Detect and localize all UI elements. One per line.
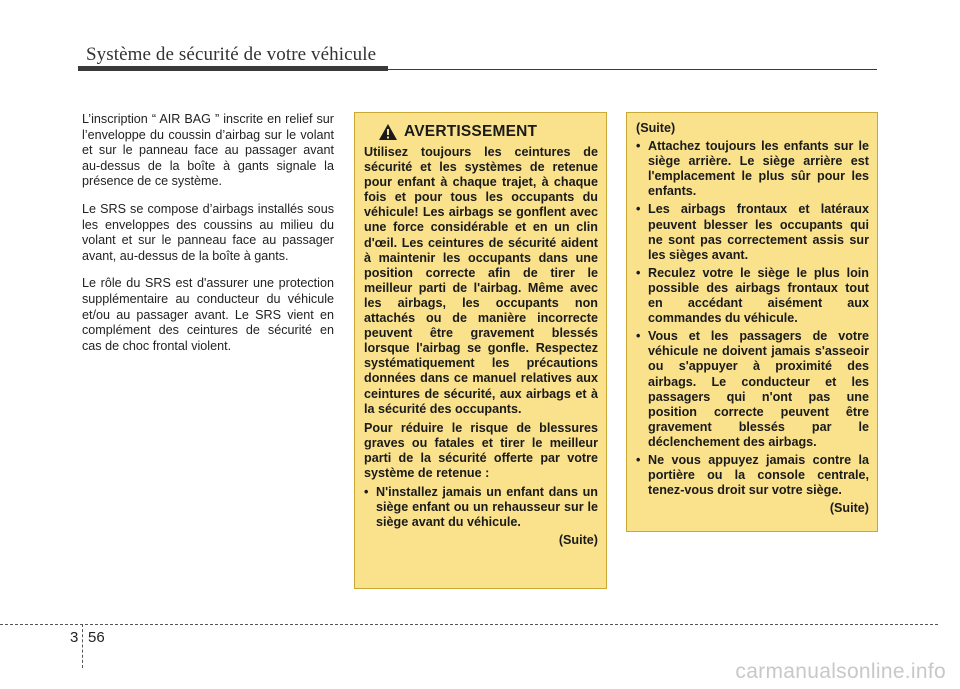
paragraph-air-bag-inscription: L’inscription “ AIR BAG ” inscrite en relief sur l’enveloppe du coussin d’airbag sur le volant et sur le panneau face au passager avant au-dessus de la boîte à gants signale la présence de ce système. — [82, 112, 334, 189]
warning-bullet-list-1 — [364, 485, 598, 530]
bullet-item: • Reculez votre le siège le plus loin possible des airbags frontaux tout en accédant aisément aux commandes du véhicule. — [636, 266, 869, 326]
footer-divider — [82, 624, 83, 668]
left-column-text — [82, 112, 334, 366]
warning-triangle-icon — [378, 123, 398, 141]
page-number: 56 — [88, 629, 105, 646]
bullet-item: • Ne vous appuyez jamais contre la portière ou la console centrale, tenez-vous droit sur votre siège. — [636, 453, 869, 498]
section-number: 3 — [70, 629, 79, 646]
bullet-item: • Attachez toujours les enfants sur le siège arrière. Le siège arrière est l'emplacement le plus sûr pour les enfants. — [636, 139, 869, 199]
bullet-item: • Les airbags frontaux et latéraux peuvent blesser les occupants qui ne sont pas correctement assis sur les sièges avant. — [636, 202, 869, 262]
warning-paragraph-2: Pour réduire le risque de blessures graves ou fatales et tirer le meilleur parti de la sécurité offerte par votre système de retenue : — [364, 420, 598, 480]
continued-label: (Suite) — [829, 501, 869, 516]
warning-bullet-list-2 — [636, 139, 869, 498]
warning-header — [364, 123, 598, 141]
footer-rule — [0, 624, 938, 625]
warning-title: AVERTISSEMENT — [404, 123, 538, 141]
paragraph-srs-composition: Le SRS se compose d’airbags installés sous les enveloppes des coussins au milieu du volant et sur le panneau face au passager avant, au-dessus de la boîte à gants. — [82, 201, 334, 263]
paragraph-srs-role: Le rôle du SRS est d'assurer une protection supplémentaire au conducteur du véhicule et/ou au passager avant. Le SRS vient en complément des ceintures de sécurité en cas de choc frontal violent. — [82, 276, 334, 353]
bullet-item: • N'installez jamais un enfant dans un siège enfant ou un rehausseur sur le siège avant du véhicule. — [364, 485, 598, 530]
bullet-item: • Vous et les passagers de votre véhicule ne doivent jamais s'asseoir ou s'appuyer à proximité des airbags. Le conducteur et les passagers qui n'ont pas une position correcte peuvent être gravement blessés par le déclenchement des airbags. — [636, 329, 869, 450]
header-title: Système de sécurité de votre véhicule — [86, 44, 377, 65]
continued-label: (Suite) — [558, 533, 598, 548]
header-rule-thin — [388, 69, 877, 71]
continued-top-label: (Suite) — [636, 121, 676, 135]
header-rule-thick — [78, 66, 388, 71]
warning-paragraph-1: Utilisez toujours les ceintures de sécurité et les systèmes de retenue pour enfant à chaque trajet, à chaque fois et pour tous les occupants du véhicule! Les airbags se gonflent avec une force considérable et en un clin d'œil. Les ceintures de sécurité aident à maintenir les occupants dans une position correcte afin de tirer le meilleur parti de l'airbag. Même avec les airbags, les occupants non attachés ou de manière incorrecte peuvent être gravement blessés lorsque l'airbag se gonfle. Respectez systématiquement les précautions données dans ce manuel relatives aux ceintures de sécurité, aux airbags et à la sécurité des occupants. — [364, 145, 598, 416]
warning-box-2 — [626, 112, 878, 532]
warning-box-1 — [354, 112, 607, 589]
watermark-link[interactable]: carmanualsonline.info — [735, 660, 946, 683]
